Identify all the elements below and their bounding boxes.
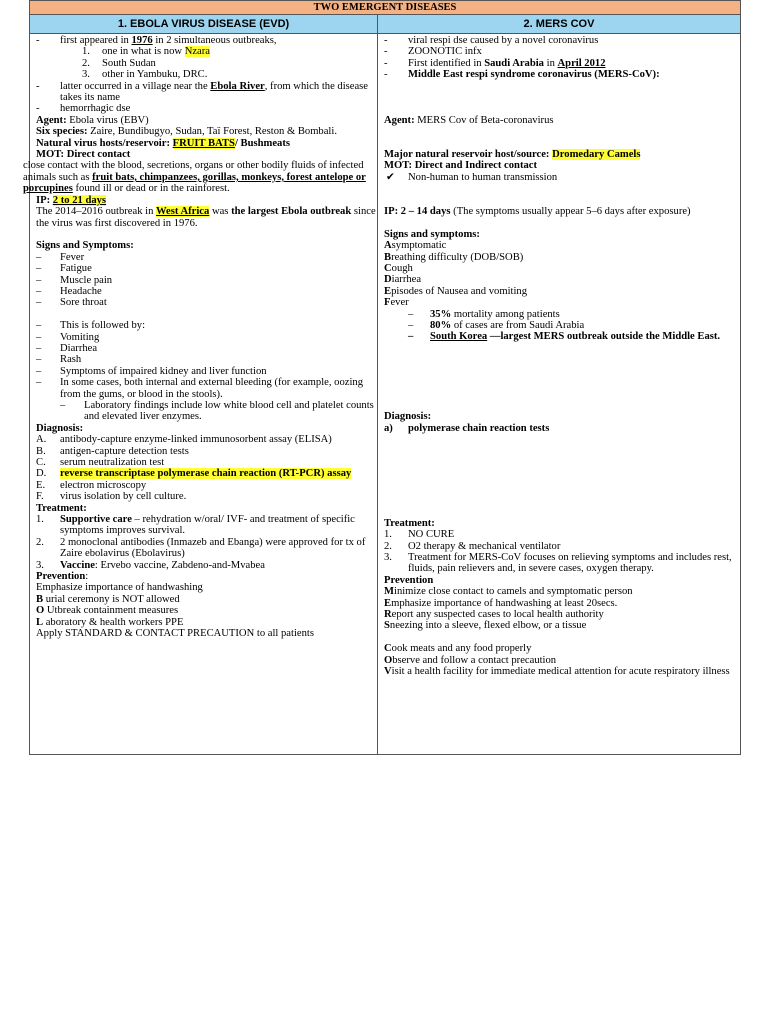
prevention-item: Minimize close contact to camels and symptomatic person xyxy=(384,586,633,598)
bullet-marker: C. xyxy=(36,457,46,468)
mers-stats-list xyxy=(384,309,736,332)
bullet-marker: – xyxy=(36,331,42,343)
ebola-diagnosis-list xyxy=(36,434,376,502)
mers-mot: MOT: Direct and Indirect contact xyxy=(384,160,537,172)
treatment-item: 2. 2 monoclonal antibodies (Inmazeb and Ebanga) were approved for tx of Zaire ebolavirus (Ebolavirus) xyxy=(36,536,366,560)
treatment-item: 3. Vaccine: Ervebo vaccine, Zabdeno-and-Mvabea xyxy=(36,559,265,571)
symptom-item: – Muscle pain xyxy=(36,274,113,286)
symptom-item: – Headache xyxy=(36,285,102,297)
column-divider xyxy=(377,33,378,754)
mers-intro-item: - First identified in Saudi Arabia in April 2012 xyxy=(384,57,606,69)
ebola-column xyxy=(23,35,376,640)
prevention-item: O Utbreak containment measures xyxy=(36,605,179,617)
bullet-marker: 3. xyxy=(36,559,44,571)
diagnosis-item: D. reverse transcriptase polymerase chain reaction (RT-PCR) assay xyxy=(36,468,352,480)
ebola-outbreak: The 2014–2016 outbreak in West Africa was the largest Ebola outbreak since the virus was first discovered in 1976. xyxy=(36,206,376,229)
highlight-nzara: Nzara xyxy=(184,46,210,58)
mers-diagnosis-title: Diagnosis: xyxy=(384,411,432,423)
symptom-item: Fever xyxy=(384,297,409,309)
prevention-item: Emphasize importance of handwashing xyxy=(36,582,203,594)
symptom-item: – Rash xyxy=(36,354,82,366)
ebola-river: Ebola River xyxy=(210,80,265,92)
mers-intro-item: - ZOONOTIC infx xyxy=(384,46,482,58)
treatment-item: 2. O2 therapy & mechanical ventilator xyxy=(384,540,561,552)
bullet-marker: - xyxy=(384,69,388,81)
mers-korea: – South Korea —largest MERS outbreak outside the Middle East. xyxy=(408,331,721,343)
prevention-item: Cook meats and any food properly xyxy=(384,643,532,655)
diagnosis-item: F. virus isolation by cell culture. xyxy=(36,491,187,503)
symptom-item: – Diarrhea xyxy=(36,342,98,354)
bullet-marker: 2. xyxy=(82,57,90,69)
bullet-marker: – xyxy=(36,365,42,377)
bullet-marker: a) xyxy=(384,422,393,434)
bullet-marker: A. xyxy=(36,434,47,446)
stat-item: – 35% mortality among patients xyxy=(408,308,560,320)
symptom-item: Breathing difficulty (DOB/SOB) xyxy=(384,251,524,263)
mers-intro-list xyxy=(384,35,736,81)
symptom-item: Episodes of Nausea and vomiting xyxy=(384,285,528,297)
mers-prevention-list xyxy=(384,586,736,632)
bullet-marker: - xyxy=(384,46,388,58)
treatment-item: 1. NO CURE xyxy=(384,529,455,541)
ebola-mot: MOT: Direct contact xyxy=(36,149,131,161)
bullet-marker: – xyxy=(36,251,42,263)
outbreak-site-item: 1. one in what is now Nzara xyxy=(82,46,210,58)
bullet-marker: E. xyxy=(36,479,46,491)
diagnosis-item: B. antigen-capture detection tests xyxy=(36,445,189,457)
outbreak-site-list xyxy=(36,46,376,80)
mers-signs-list xyxy=(384,240,736,308)
ebola-treatment-title: Treatment: xyxy=(36,502,87,514)
ebola-reservoir: Natural virus hosts/reservoir: FRUIT BATS/ Bushmeats xyxy=(36,137,290,149)
bullet-marker: 3. xyxy=(82,69,90,81)
bullet-marker: – xyxy=(36,354,42,366)
bullet-marker: – xyxy=(36,285,42,297)
outbreak-site-item: 3. other in Yambuku, DRC. xyxy=(82,69,208,81)
mers-prevention-title: Prevention xyxy=(384,574,434,586)
ebola-column-header: 1. EBOLA VIRUS DISEASE (EVD) xyxy=(30,15,378,34)
mers-ip: IP: 2 – 14 days (The symptoms usually appear 5–6 days after exposure) xyxy=(384,205,691,217)
diagnosis-item: A. antibody-capture enzyme-linked immunosorbent assay (ELISA) xyxy=(36,434,332,446)
ebola-signs2-list xyxy=(36,332,376,400)
ebola-contact-text: close contact with the blood, secretions, organs or other bodily fluids of infected animals such as fruit bats, chimpanzees, gorillas, monkeys, forest antelope or porcupines found ill or dead or in the rainforest. xyxy=(23,160,366,195)
treatment-item: 3. Treatment for MERS-CoV focuses on relieving symptoms and includes rest, fluids, pain relievers and, in severe cases, oxygen therapy. xyxy=(384,551,732,575)
dash-bullet: - xyxy=(36,35,40,46)
mers-intro-item: - Middle East respi syndrome coronavirus (MERS-CoV): xyxy=(384,69,660,81)
prevention-item: Sneezing into a sleeve, flexed elbow, or a tissue xyxy=(384,620,587,632)
ebola-prevention-list xyxy=(36,582,376,639)
bullet-marker: – xyxy=(36,263,42,275)
lab-findings: – Laboratory findings include low white blood cell and platelet counts and elevated liver enzymes. xyxy=(60,399,374,423)
mers-reservoir: Major natural reservoir host/source: Dromedary Camels xyxy=(384,148,641,160)
checkmark-icon: ✔ xyxy=(386,171,395,183)
diagnosis-item: E. electron microscopy xyxy=(36,479,147,491)
ebola-species: Six species: Zaire, Bundibugyo, Sudan, Taï Forest, Reston & Bombali. xyxy=(36,126,337,138)
ebola-treatment-list xyxy=(36,514,376,571)
bullet-marker: 2. xyxy=(36,536,44,548)
mers-column-header: 2. MERS COV xyxy=(378,15,740,34)
symptom-item: Asymptomatic xyxy=(384,240,447,252)
mers-column xyxy=(384,35,736,677)
bullet-marker: – xyxy=(408,320,414,332)
bullet-marker: B. xyxy=(36,445,46,457)
bullet-marker: - xyxy=(384,35,388,46)
first-appeared-line: - first appeared in 1976 in 2 simultaneous outbreaks, xyxy=(36,35,277,46)
symptom-item: – Fever xyxy=(36,251,85,263)
followed-by-line: – This is followed by: xyxy=(36,320,146,332)
ebola-signs-list xyxy=(36,252,376,309)
bullet-marker: – xyxy=(36,377,42,389)
bullet-marker: - xyxy=(384,57,388,69)
symptom-item: – Sore throat xyxy=(36,297,107,309)
symptom-item: Cough xyxy=(384,263,413,274)
prevention-item: Visit a health facility for immediate medical attention for acute respiratory illness xyxy=(384,666,730,677)
prevention-item: L aboratory & health workers PPE xyxy=(36,616,184,628)
ebola-diagnosis-title: Diagnosis: xyxy=(36,422,84,434)
mers-prevention2-list xyxy=(384,643,736,677)
symptom-item: Diarrhea xyxy=(384,274,422,286)
bullet-marker: – xyxy=(408,308,414,320)
bullet-marker: D. xyxy=(36,468,47,480)
ebola-agent: Agent: Ebola virus (EBV) xyxy=(36,114,149,126)
mers-treatment-title: Treatment: xyxy=(384,517,435,529)
table-title: TWO EMERGENT DISEASES xyxy=(30,1,740,15)
prevention-item: Report any suspected cases to local health authority xyxy=(384,608,604,620)
mers-treatment-list xyxy=(384,529,736,575)
mers-agent: Agent: MERS Cov of Beta-coronavirus xyxy=(384,114,554,126)
prevention-item: B urial ceremony is NOT allowed xyxy=(36,593,180,605)
dash-bullet: - xyxy=(36,103,40,115)
bullet-marker: 3. xyxy=(384,551,392,563)
diagnosis-item: a) polymerase chain reaction tests xyxy=(384,422,550,434)
prevention-item: Observe and follow a contact precaution xyxy=(384,654,557,666)
mers-intro-item: - viral respi dse caused by a novel coronavirus xyxy=(384,35,599,46)
ebola-signs-title: Signs and Symptoms: xyxy=(36,240,134,252)
bullet-marker: 1. xyxy=(36,514,44,526)
hemorrhagic-line: - hemorrhagic dse xyxy=(36,103,131,115)
ebola-prevention-title: Prevention: xyxy=(36,571,89,583)
ebola-ip: IP: 2 to 21 days xyxy=(36,194,107,206)
mers-mot-check: ✔ Non-human to human transmission xyxy=(386,171,558,183)
bullet-marker: – xyxy=(36,342,42,354)
symptom-item: – Fatigue xyxy=(36,263,92,275)
latter-line: - latter occurred in a village near the Ebola River, from which the disease takes its name xyxy=(36,80,369,104)
symptom-item: – Symptoms of impaired kidney and liver function xyxy=(36,365,267,377)
mers-diagnosis-list xyxy=(384,423,736,434)
stat-item: – 80% of cases are from Saudi Arabia xyxy=(408,320,585,332)
prevention-item: Apply STANDARD & CONTACT PRECAUTION to all patients xyxy=(36,628,314,640)
bullet-marker: F. xyxy=(36,491,44,503)
bullet-marker: 1. xyxy=(82,46,90,58)
bullet-marker: 2. xyxy=(384,540,392,552)
bullet-marker: – xyxy=(36,297,42,309)
dash-bullet: - xyxy=(36,80,40,92)
diagnosis-item: C. serum neutralization test xyxy=(36,457,165,468)
disease-comparison-table xyxy=(23,0,741,755)
bullet-marker: 1. xyxy=(384,529,392,541)
mers-signs-title: Signs and symptoms: xyxy=(384,228,480,240)
prevention-item: Emphasize importance of handwashing at least 20secs. xyxy=(384,597,618,609)
bullet-marker: – xyxy=(36,274,42,286)
outbreak-site-item: 2. South Sudan xyxy=(82,57,156,69)
symptom-item: – In some cases, both internal and external bleeding (for example, oozing from the gums, or blood in the stools). xyxy=(36,377,363,400)
symptom-item: – Vomiting xyxy=(36,331,100,343)
treatment-item: 1. Supportive care – rehydration w/oral/ IVF- and treatment of specific symptoms improves survival. xyxy=(36,514,355,537)
